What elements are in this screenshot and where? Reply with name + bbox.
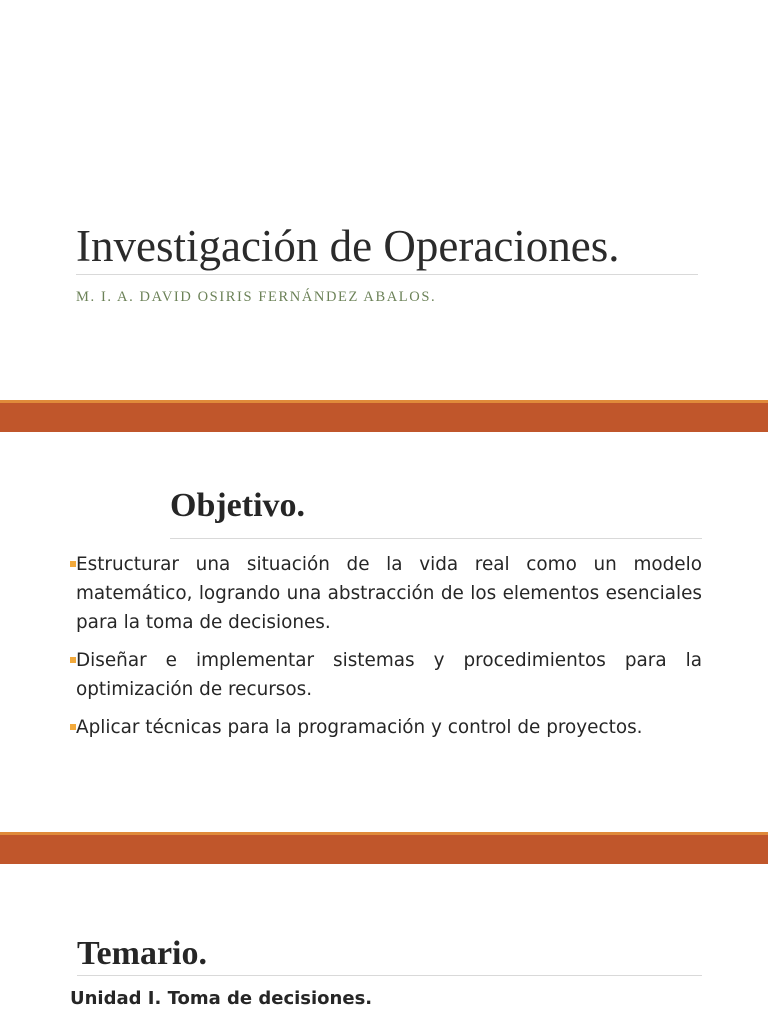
slide-separator-band xyxy=(0,832,768,864)
objetivo-bullet-text: Aplicar técnicas para la programación y control de proyectos. xyxy=(76,717,643,738)
objetivo-heading: Objetivo. xyxy=(170,487,306,524)
objetivo-bullet-list xyxy=(76,550,702,751)
objetivo-divider xyxy=(170,538,702,539)
objetivo-bullet-text: Diseñar e implementar sistemas y procedimientos para la optimización de recursos. xyxy=(76,650,702,700)
unit-title: Unidad I. Toma de decisiones. xyxy=(70,988,373,1009)
objetivo-bullet xyxy=(76,713,702,742)
author-subtitle: M. I. A. DAVID OSIRIS FERNÁNDEZ ABALOS. xyxy=(76,289,437,305)
temario-heading: Temario. xyxy=(77,935,208,972)
presentation-title: Investigación de Operaciones. xyxy=(76,221,620,271)
title-divider xyxy=(76,274,698,275)
objetivo-bullet xyxy=(76,550,702,637)
temario-divider xyxy=(77,975,702,976)
square-bullet-icon xyxy=(70,657,76,663)
square-bullet-icon xyxy=(70,724,76,730)
square-bullet-icon xyxy=(70,561,76,567)
slide-separator-band xyxy=(0,400,768,432)
objetivo-bullet-text: Estructurar una situación de la vida real como un modelo matemático, logrando una abstracción de los elementos esenciales para la toma de decisiones. xyxy=(76,554,702,633)
objetivo-bullet xyxy=(76,646,702,704)
